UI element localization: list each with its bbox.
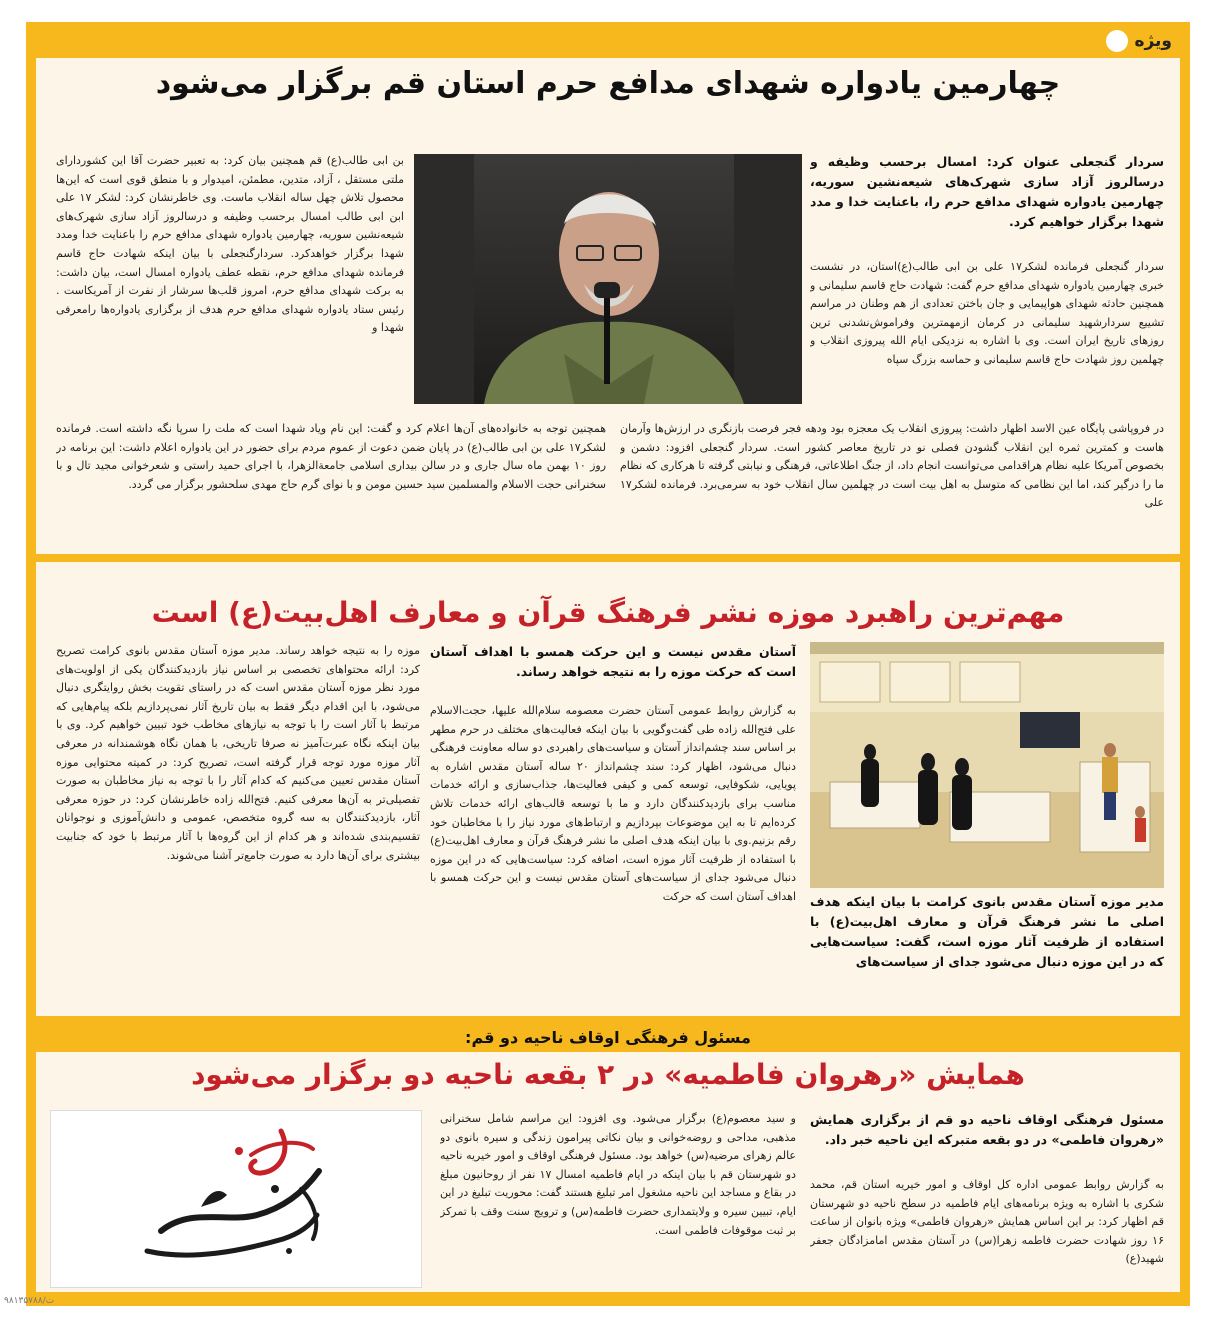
story-1-bottom-left: همچنین توجه به خانواده‌های آن‌ها اعلام کرد و گفت: این نام ویاد شهدا است که ملت را سرپا نگه داشته است. فرمانده لشکر۱۷ علی بن ابی طالب(ع) در پایان ضمن دعوت از عموم مردم برای حضور در این یادواره اعلام داشت: این برنامه در روز ۱۰ بهمن ماه سال جاری و در سالن بیداری اسلامی جامعةالزهرا، با اجرای حمید راستی و شعرخوانی مجید تال و با سخنرانی حجت الاسلام والمسلمین سید حسین مومن و با نوای گرم حاج مهدی سلحشور برگزار می گردد.	[56, 422, 606, 491]
badge-circle-icon	[1106, 30, 1128, 52]
section-badge	[1106, 30, 1172, 52]
museum-interior-image	[810, 642, 1164, 888]
story-1	[36, 58, 1180, 554]
commander-portrait-image	[414, 154, 802, 404]
story-3	[36, 1052, 1180, 1292]
story-2-lead: مدیر موزه آستان مقدس بانوی کرامت با بیان اینکه هدف اصلی ما نشر فرهنگ قرآن و معارف اهل‌بیت(ع) با استفاده از ظرفیت آثار موزه است، گفت: سیاست‌هایی که در این موزه دنبال می‌شود جدای از سیاست‌های	[810, 894, 1164, 969]
story-2-photo	[810, 642, 1164, 888]
story-1-photo	[414, 154, 802, 404]
story-1-headline: چهارمین یادواره شهدای مدافع حرم استان قم برگزار می‌شود	[155, 66, 1061, 101]
story-2-headline: مهم‌ترین راهبرد موزه نشر فرهنگ قرآن و معارف اهل‌بیت(ع) است	[151, 596, 1065, 629]
story-1-column-right: سردار گنجعلی فرمانده لشکر۱۷ علی بن ابی طالب(ع)استان، در نشست خبری چهارمین یادواره شهدای مدافع حرم گفت: شهادت حاج قاسم سلیمانی و همچنین حادثه شهدای هواپیمایی و جان باختن تعدادی از هم وطنان در مراسم تشییع سردارشهید سلیمانی در کرمان ازمهمترین وفراموش‌نشدنی ترین روزهای تاریخ ایران است. وی با اشاره به نزدیکی ایام الله پیروزی انقلاب و چهلمین روز شهادت حاج قاسم سلیمانی و حماسه بزرگ سپاه	[810, 260, 1164, 366]
rahrovan-fatemi-calligraphy-logo	[51, 1111, 421, 1287]
story-2-column-left: موزه را به نتیجه خواهد رساند. مدیر موزه آستان مقدس بانوی کرامت تصریح کرد: ارائه محتواهای تخصصی بر اساس نیاز بازدیدکنندگان یکی از اولویت‌های مورد نظر موزه آستان مقدس است که در راستای تقویت بخش روایتگری دنبال می‌شود، با این اقدام دیگر فقط به بیان تاریخ آثار نمی‌پردازیم بلکه پیام‌هایی که مرتبط با آثار است را با توجه به نیازهای مخاطب خود تبیین خواهیم کرد. وی با بیان اینکه نگاه عبرت‌آمیز نه صرفا تاریخی، با همان نگاه هوشمندانه در معرفی آثار موزه مورد توجه قرار گرفته است، تصریح کرد: در کمیته محتوایی موزه آستان مقدس تعیین می‌کنیم که کدام آثار را با توجه به نیاز مخاطبان به صورت تفصیلی‌تر به آن‌ها معرفی کنیم. فتح‌الله زاده خاطرنشان کرد: در حوزه معرفی آثار، بازدیدکنندگان به سه گروه متخصص، عمومی و دانش‌آموزی و نوجوانان تقسیم‌بندی شده‌اند و هر کدام از این گروه‌ها با آثار مرتبط با خود که جنابیت بیشتری برای آن‌ها دارد به صورت جامع‌تر آشنا می‌شوند.	[56, 644, 420, 862]
story-1-lead: سردار گنجعلی عنوان کرد: امسال برحسب وظیفه و درسالروز آزاد سازی شهرک‌های شیعه‌نشین سوریه، چهارمین یادواره شهدای مدافع حرم را، باعنایت خدا و مدد شهدا برگزار خواهیم کرد.	[810, 154, 1164, 229]
story-1-column-left: بن ابی طالب(ع) قم همچنین بیان کرد: به تعبیر حضرت آقا این کشوردارای ملتی مستقل ، آزاد، متدین، مطمئن، امیدوار و با منطق قوی است که این‌ها محصول تلاش چهل ساله انقلاب ماست. وی خاطرنشان کرد: لشکر ۱۷ علی ابن ابی طالب امسال برحسب وظیفه و درسالروز آزاد سازی شهرک‌های شیعه‌نشین سوریه، چهارمین یادواره شهدای مدافع حرم را باعنایت خدا ومدد شهدا برگزار خواهدکرد. سردارگنجعلی با بیان اینکه شهادت حاج قاسم فرمانده شهدای مدافع حرم، نقطه عطف یادواره امسال است، بیان داشت: به برکت شهدای مدافع حرم، امروز قلب‌ها سرشار از نفرت از آمریکاست . رئیس ستاد یادواره شهدای مدافع حرم هدف از برگزاری یادواره‌ها رامعرفی شهدا و	[56, 154, 404, 335]
story-3-kicker: مسئول فرهنگی اوقاف ناحیه دو قم:	[465, 1028, 751, 1047]
story-3-column-mid: و سید معصوم(ع) برگزار می‌شود. وی افزود: این مراسم شامل سخنرانی مذهبی، مداحی و روضه‌خوانی و بیان نکاتی پیرامون زندگی و سیره بانوی دو عالم زهرای مرضیه(س) خواهد بود. مسئول فرهنگی اوقاف و امور خیریه ناحیه دو شهرستان قم با بیان اینکه در ایام فاطمیه امسال ۱۷ نفر از روحانیون مبلغ در بقاع و مساجد این ناحیه مشغول امر تبلیغ هستند گفت: محوریت تبلیغ در این ایام، تبیین سیره و ولایتمداری حضرت فاطمه(س) و ترویج سنت وقف با تمرکز بر ثبت موقوفات فاطمی است.	[440, 1112, 796, 1237]
story-3-lead: مسئول فرهنگی اوقاف ناحیه دو قم از برگزاری همایش «رهروان فاطمی» در دو بقعه متبرکه این ناحیه خبر داد.	[810, 1112, 1164, 1147]
story-2-column-mid: به گزارش روابط عمومی آستان حضرت معصومه سلام‌الله علیها، حجت‌الاسلام علی فتح‌الله زاده طی گفت‌وگویی با بیان اینکه فعالیت‌های مختلف در حرم مطهر بر اساس سند چشم‌انداز آستان و سیاست‌های راهبردی دو ساله معاونت فرهنگی دنبال می‌شود، اظهار کرد: سند چشم‌انداز ۲۰ ساله آستان مقدس اشاره به پویایی، شکوفایی، توسعه کمی و کیفی فعالیت‌ها، جذاب‌سازی و ارائه خدمات مناسب برای بازدیدکنندگان دارد و ما با توسعه قالب‌های ارائه خدمات تلاش کرده‌ایم تا به این موضوعات بپردازیم و ارتباط‌های مورد نیاز را با مخاطبان خود رقم بزنیم.وی با بیان اینکه هدف اصلی ما نشر فرهنگ قرآن و معارف اهل‌بیت(ع) با استفاده از ظرفیت آثار موزه است، اضافه کرد: سیاست‌هایی که در این موزه دنبال می‌شود جدای از سیاست‌های آستان مقدس نیست و این حرکت همسو با اهداف آستان است که حرکت	[430, 704, 796, 903]
story-3-headline: همایش «رهروان فاطمیه» در ۲ بقعه ناحیه دو برگزار می‌شود	[191, 1058, 1025, 1091]
story-3-column-right: به گزارش روابط عمومی اداره کل اوقاف و امور خیریه استان قم، محمد شکری با اشاره به ویژه برنامه‌های ایام فاطمیه در سطح ناحیه دو شهرستان قم اظهار کرد: بر این اساس همایش «رهروان فاطمی» ویژه بانوان از ساعت ۱۶ روز شهادت حضرت فاطمه زهرا(س) در آستان مقدس امامزادگان جعفر شهید(ع)	[810, 1178, 1164, 1266]
ad-code: ۹۸۱۳۵۷۸۸/ت	[4, 1296, 55, 1306]
section-badge-label: ویژه	[1134, 31, 1172, 51]
story-2-column-mid-lead: آستان مقدس نیست و این حرکت همسو با اهداف آستان است که حرکت موزه را به نتیجه خواهد رساند.	[430, 644, 796, 679]
page-frame	[26, 22, 1190, 1306]
story-2	[36, 562, 1180, 1016]
story-3-logo-box	[50, 1110, 422, 1288]
story-1-bottom-right: در فروپاشی پایگاه عین الاسد اظهار داشت: پیروزی انقلاب یک معجزه بود ودهه فجر فرصت بازنگری در ارزش‌ها وآرمان هاست و کمترین ثمره این انقلاب گشودن فصلی نو در تاریخ معاصر کشور است. سردار گنجعلی افزود: دشمن و بخصوص آمریکا علیه نظام هراقدامی می‌توانست انجام داد، از جنگ اطلاعاتی، فرهنگی و نیابتی گرفته تا هرکاری که نظام ما را درگیر کند، اما این نظامی که متوسل به اهل بیت است در چهلمین سال انقلاب خود به سرمی‌برد. فرمانده لشکر۱۷ علی	[620, 422, 1164, 510]
